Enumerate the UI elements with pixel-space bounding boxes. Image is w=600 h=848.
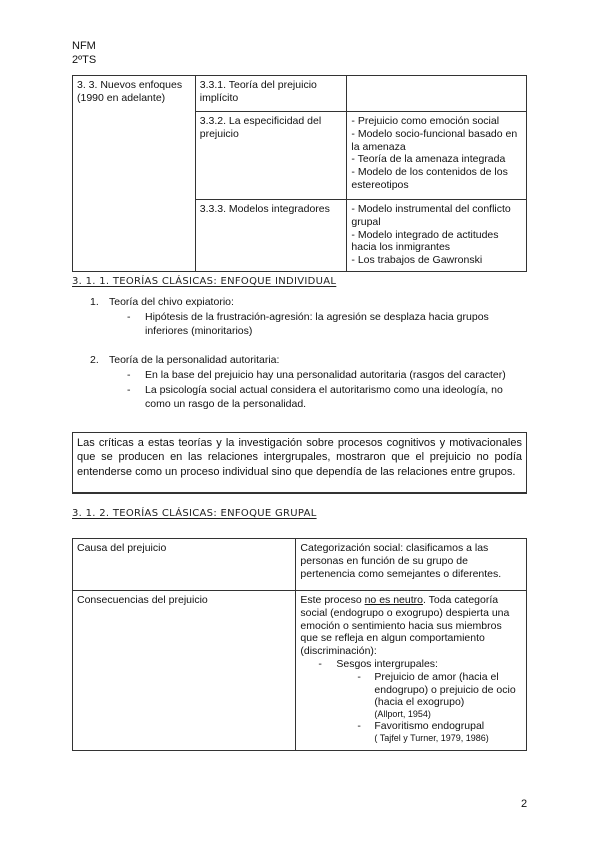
theory-label: 3.3.2. La especificidad del prejuicio — [195, 112, 347, 200]
row-content — [296, 591, 527, 751]
sub-item-text: inferiores (minoritarios) — [145, 325, 253, 337]
list-number: 2. — [90, 354, 99, 366]
bullet-dash: - — [318, 657, 322, 670]
bullet-dash: - — [127, 311, 131, 323]
bias-heading: - Sesgos intergrupales: — [318, 657, 438, 670]
section-title-individual: 3. 1. 1. TEORÍAS CLÁSICAS: ENFOQUE INDIVIDUAL — [72, 276, 337, 287]
list-item-text: Teoría de la personalidad autoritaria: — [109, 354, 280, 366]
underlined-phrase: no es neutro — [364, 594, 423, 606]
row-label: Consecuencias del prejuicio — [73, 591, 296, 751]
header-course: 2ºTS — [72, 54, 97, 66]
theory-item: - Modelo socio-funcional basado en la amenaza — [351, 127, 518, 153]
enfoque-grupal-table — [72, 538, 527, 751]
theory-item: - Modelo de los contenidos de los estereotipos — [351, 166, 508, 191]
row-label: Causa del prejuicio — [73, 539, 296, 591]
sub-item-text: como un rasgo de la personalidad. — [145, 398, 307, 410]
theory-label: 3.3.1. Teoría del prejuicio implícito — [195, 76, 347, 112]
sub-item-text: La psicología social actual considera el autoritarismo como una ideología, no — [145, 384, 503, 396]
theory-label: 3.3.3. Modelos integradores — [195, 200, 347, 272]
theory-item: - Modelo integrado de actitudes hacia los inmigrantes — [351, 228, 499, 254]
sub-item-text: En la base del prejuicio hay una personalidad autoritaria (rasgos del caracter) — [145, 369, 506, 381]
bias-item: - Favoritismo endogrupal ( Tajfel y Turner, 1979, 1986) — [300, 720, 522, 744]
bullet-dash: - — [127, 384, 131, 396]
bullet-dash: - — [127, 369, 131, 381]
sub-item-text: Hipótesis de la frustración-agresión: la agresión se desplaza hacia grupos — [145, 311, 489, 323]
citation: ( Tajfel y Turner, 1979, 1986) — [374, 732, 489, 743]
citation: (Allport, 1954) — [374, 709, 431, 720]
theory-items — [347, 200, 527, 272]
bias-item: - Prejuicio de amor (hacia el endogrupo) o prejuicio de ocio (hacia el exogrupo) (Allport, 1954) — [300, 671, 522, 720]
theory-item: - Modelo instrumental del conflicto grupal — [351, 203, 511, 228]
theory-item: - Los trabajos de Gawronski — [351, 254, 483, 267]
consequence-paragraph: Este proceso no es neutro. Toda categoría social (endogrupo o exogrupo) despierta una emoción o sentimiento hacia sus miembros que se refleja en algun comportamiento (discriminación): — [300, 594, 510, 658]
header-initials: NFM — [72, 40, 96, 52]
criticism-box: Las críticas a estas teorías y la investigación sobre procesos cognitivos y motivacionales que se producen en las relaciones intergrupales, mostraron que el prejuicio no podía entenderse como un proceso individual sino que dependía de las relaciones entre grupos. — [72, 432, 527, 494]
section-title-grupal: 3. 1. 2. TEORÍAS CLÁSICAS: ENFOQUE GRUPAL — [72, 508, 317, 519]
page-number: 2 — [521, 798, 528, 810]
bullet-dash: - — [357, 670, 361, 683]
row-content: Categorización social: clasificamos a las personas en función de su grupo de pertenencia como semejantes o diferentes. — [296, 539, 527, 591]
list-number: 1. — [90, 296, 99, 308]
theory-items-empty — [347, 76, 527, 112]
enfoques-table — [72, 75, 527, 272]
theory-item: - Prejuicio como emoción social — [351, 115, 500, 127]
enfoques-period-cell: 3. 3. Nuevos enfoques (1990 en adelante) — [73, 76, 196, 272]
list-item-text: Teoría del chivo expiatorio: — [109, 296, 234, 308]
theory-item: - Teoría de la amenaza integrada — [351, 153, 506, 166]
bullet-dash: - — [357, 720, 361, 733]
theory-items — [347, 112, 527, 200]
